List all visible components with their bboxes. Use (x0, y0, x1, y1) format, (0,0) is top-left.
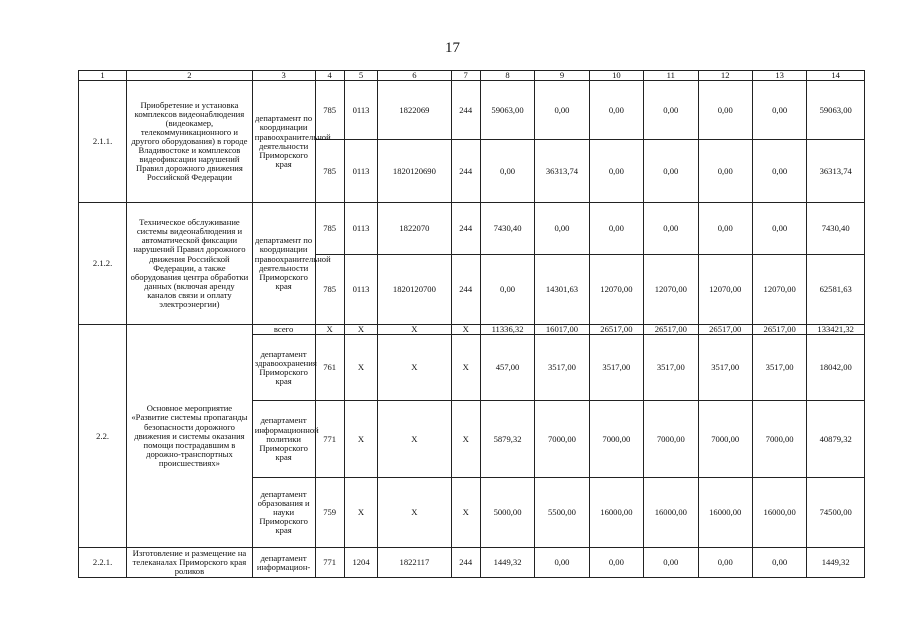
item-name: Приобретение и установка комплексов видеонаблюдения (видеокамер, телекоммуникационного и другого оборудования) в городе Владивостоке и комплексов видеофиксации нарушений Правил дорожного движения Российской Федерации (127, 81, 253, 203)
column-header: 6 (378, 71, 451, 81)
column-header: 3 (252, 71, 315, 81)
column-header: 13 (752, 71, 806, 81)
cell: 0,00 (644, 203, 698, 255)
executor: департамент здравоохранения Приморского края (252, 335, 315, 401)
cell: 244 (451, 140, 480, 203)
cell: 0,00 (589, 140, 643, 203)
cell: 12070,00 (644, 255, 698, 325)
cell: 12070,00 (752, 255, 806, 325)
cell: 0113 (344, 203, 377, 255)
cell: 3517,00 (535, 335, 589, 401)
cell: 7000,00 (752, 401, 806, 478)
column-header: 9 (535, 71, 589, 81)
cell: 16000,00 (644, 478, 698, 548)
cell: 0,00 (480, 140, 534, 203)
cell: 36313,74 (807, 140, 865, 203)
cell: 0,00 (644, 140, 698, 203)
cell: 1204 (344, 548, 377, 578)
cell: 0,00 (535, 548, 589, 578)
cell: X (451, 401, 480, 478)
cell: 16000,00 (752, 478, 806, 548)
cell: X (451, 478, 480, 548)
executor: департамент по координации правоохранительной деятельности Приморского края (252, 81, 315, 203)
cell: 40879,32 (807, 401, 865, 478)
cell: 1822070 (378, 203, 451, 255)
cell: X (315, 325, 344, 335)
cell: 36313,74 (535, 140, 589, 203)
cell: 761 (315, 335, 344, 401)
cell: 785 (315, 255, 344, 325)
cell: 771 (315, 548, 344, 578)
cell: 7000,00 (589, 401, 643, 478)
column-header: 11 (644, 71, 698, 81)
cell: 785 (315, 81, 344, 140)
cell: 1449,32 (807, 548, 865, 578)
column-header: 8 (480, 71, 534, 81)
cell: 18042,00 (807, 335, 865, 401)
cell: 1449,32 (480, 548, 534, 578)
item-name: Изготовление и размещение на телеканалах Приморского края роликов (127, 548, 253, 578)
cell: 7430,40 (807, 203, 865, 255)
executor: департамент образования и науки Приморского края (252, 478, 315, 548)
cell: X (378, 325, 451, 335)
cell: 0,00 (589, 548, 643, 578)
item-code: 2.1.2. (79, 203, 127, 325)
cell: 0,00 (535, 81, 589, 140)
cell: 0,00 (698, 81, 752, 140)
cell: 0,00 (644, 548, 698, 578)
cell: 0113 (344, 255, 377, 325)
cell: 244 (451, 81, 480, 140)
cell: 0,00 (644, 81, 698, 140)
column-header: 12 (698, 71, 752, 81)
cell: 0,00 (589, 203, 643, 255)
cell: 3517,00 (589, 335, 643, 401)
cell: 59063,00 (480, 81, 534, 140)
cell: 0,00 (698, 548, 752, 578)
cell: 62581,63 (807, 255, 865, 325)
cell: 14301,63 (535, 255, 589, 325)
cell: 59063,00 (807, 81, 865, 140)
cell: X (451, 325, 480, 335)
cell: X (378, 478, 451, 548)
column-header: 1 (79, 71, 127, 81)
cell: 1822069 (378, 81, 451, 140)
column-header: 5 (344, 71, 377, 81)
cell: X (344, 335, 377, 401)
table-row (79, 203, 865, 255)
column-header: 14 (807, 71, 865, 81)
cell: 26517,00 (644, 325, 698, 335)
column-header: 10 (589, 71, 643, 81)
cell: 5500,00 (535, 478, 589, 548)
cell: 16000,00 (698, 478, 752, 548)
cell: 0,00 (752, 81, 806, 140)
cell: X (378, 335, 451, 401)
cell: 771 (315, 401, 344, 478)
column-header: 2 (127, 71, 253, 81)
cell: 1820120700 (378, 255, 451, 325)
cell: 16017,00 (535, 325, 589, 335)
cell: 3517,00 (698, 335, 752, 401)
item-code: 2.1.1. (79, 81, 127, 203)
cell: 244 (451, 203, 480, 255)
cell: 12070,00 (589, 255, 643, 325)
item-name: Техническое обслуживание системы видеонаблюдения и автоматической фиксации нарушений Правил дорожного движения Российской Федерации, а также оборудования центра обработки данных (включая аренду каналов связи и оплату электроэнергии) (127, 203, 253, 325)
cell: 0,00 (535, 203, 589, 255)
cell: 0,00 (752, 203, 806, 255)
cell: 0,00 (698, 203, 752, 255)
table-row (79, 548, 865, 578)
cell: X (378, 401, 451, 478)
item-code: 2.2. (79, 325, 127, 548)
cell: 3517,00 (644, 335, 698, 401)
cell: X (451, 335, 480, 401)
cell: 11336,32 (480, 325, 534, 335)
cell: 7000,00 (535, 401, 589, 478)
header-row (79, 71, 865, 81)
table-row (79, 81, 865, 140)
cell: 0113 (344, 81, 377, 140)
item-code: 2.2.1. (79, 548, 127, 578)
cell: 5000,00 (480, 478, 534, 548)
column-header: 4 (315, 71, 344, 81)
cell: 3517,00 (752, 335, 806, 401)
cell: 0,00 (752, 548, 806, 578)
cell: 759 (315, 478, 344, 548)
executor: департамент информационной политики Приморского края (252, 401, 315, 478)
cell: 785 (315, 203, 344, 255)
table-row-total (79, 325, 865, 335)
cell: X (344, 325, 377, 335)
cell: 0,00 (752, 140, 806, 203)
cell: 7000,00 (644, 401, 698, 478)
item-name: Основное мероприятие «Развитие системы пропаганды безопасности дорожного движения и системы оказания помощи пострадавшим в дорожно-транспортных происшествиях» (127, 325, 253, 548)
cell: 16000,00 (589, 478, 643, 548)
page-number: 17 (445, 40, 460, 56)
cell: 26517,00 (698, 325, 752, 335)
cell: X (344, 478, 377, 548)
cell: 0,00 (698, 140, 752, 203)
cell: 785 (315, 140, 344, 203)
cell: 1820120690 (378, 140, 451, 203)
cell: 26517,00 (752, 325, 806, 335)
cell: 244 (451, 255, 480, 325)
cell: 7000,00 (698, 401, 752, 478)
cell: 133421,32 (807, 325, 865, 335)
cell: 5879,32 (480, 401, 534, 478)
cell: 74500,00 (807, 478, 865, 548)
cell: 7430,40 (480, 203, 534, 255)
cell: X (344, 401, 377, 478)
cell: 244 (451, 548, 480, 578)
executor: департамент по координации правоохранительной деятельности Приморского края (252, 203, 315, 325)
cell: 0,00 (480, 255, 534, 325)
column-header: 7 (451, 71, 480, 81)
budget-table (78, 70, 865, 578)
executor: департамент информацион- (252, 548, 315, 578)
executor: всего (252, 325, 315, 335)
cell: 0113 (344, 140, 377, 203)
cell: 26517,00 (589, 325, 643, 335)
cell: 457,00 (480, 335, 534, 401)
cell: 0,00 (589, 81, 643, 140)
cell: 12070,00 (698, 255, 752, 325)
cell: 1822117 (378, 548, 451, 578)
